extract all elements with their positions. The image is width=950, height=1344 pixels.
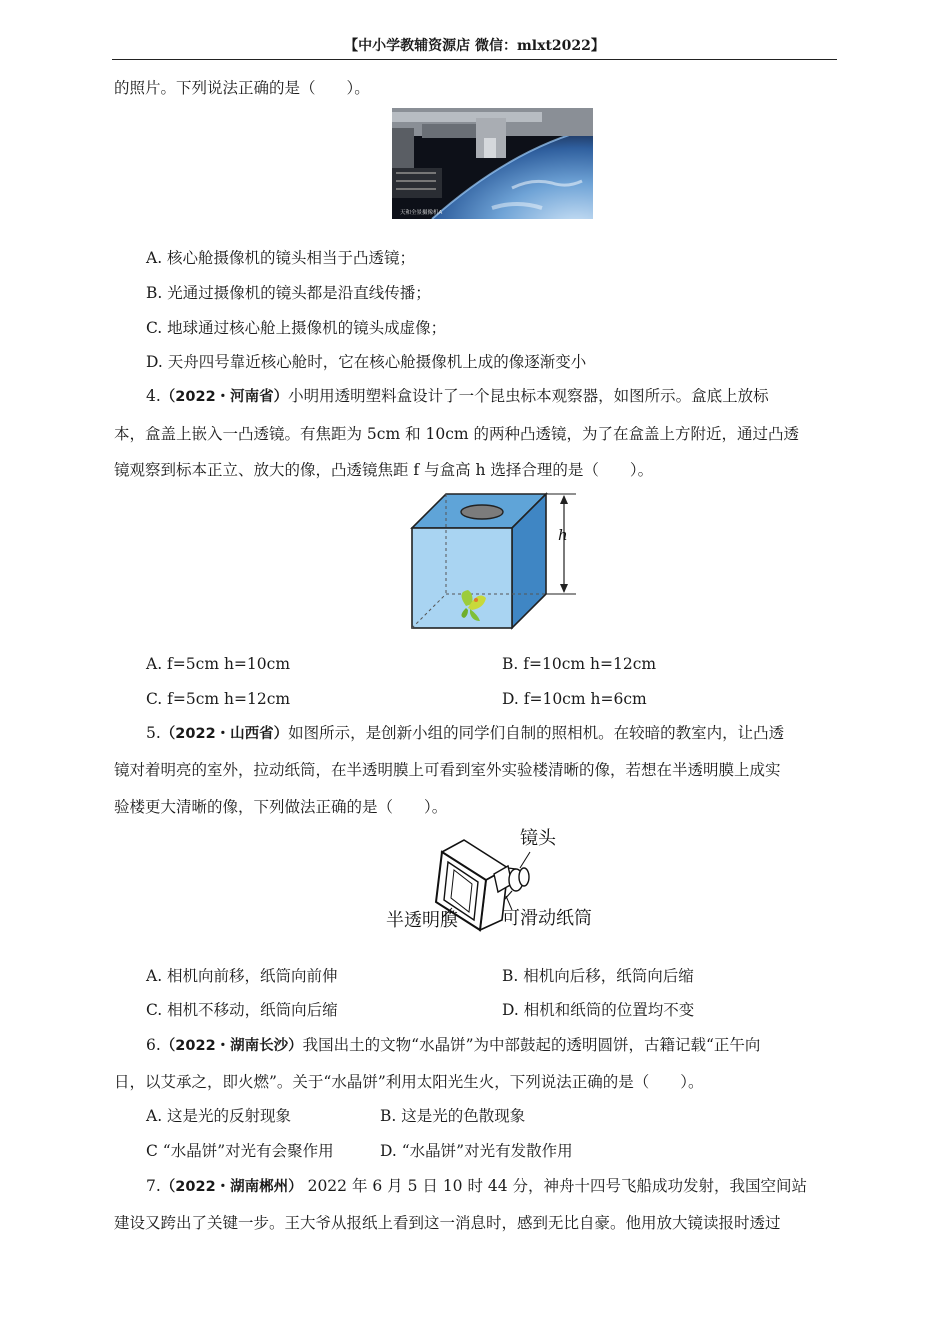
q7-stem-1: 2022 年 6 月 5 日 10 时 44 分，神舟十四号飞船成功发射，我国空间站 xyxy=(302,1177,808,1195)
q5-option-a: A. 相机向前移，纸筒向前伸 xyxy=(146,967,338,985)
q4-option-b: B. f=10cm h=12cm xyxy=(502,655,657,673)
q6-option-c: C “水晶饼”对光有会聚作用 xyxy=(146,1142,334,1160)
q5-option-b: B. 相机向后移，纸筒向后缩 xyxy=(502,967,694,985)
q5-line-2: 镜对着明亮的室外，拉动纸筒，在半透明膜上可看到室外实验楼清晰的像，若想在半透明膜上成实 xyxy=(114,761,781,779)
q4-option-c: C. f=5cm h=12cm xyxy=(146,690,291,708)
q6-option-a: A. 这是光的反射现象 xyxy=(146,1107,292,1125)
q7-number: 7. xyxy=(146,1177,161,1195)
q7-line-1 xyxy=(146,1176,836,1197)
q5-line-1 xyxy=(146,723,836,744)
space-station-photo xyxy=(392,108,593,219)
q5-option-c: C. 相机不移动，纸筒向后缩 xyxy=(146,1001,338,1019)
photo-caption: 天和全景摄像机A xyxy=(400,210,443,216)
tube-label: 可滑动纸筒 xyxy=(502,908,592,929)
q3-option-b: B. 光通过摄像机的镜头都是沿直线传播； xyxy=(146,284,431,302)
q4-line-1 xyxy=(146,386,836,407)
q3-option-d: D. 天舟四号靠近核心舱时，它在核心舱摄像机上成的像逐渐变小 xyxy=(146,353,587,371)
page-header: 【中小学教辅资源店 微信：mlxt2022】 xyxy=(112,36,837,60)
q5-stem-1: 如图所示，是创新小组的同学们自制的照相机。在较暗的教室内，让凸透 xyxy=(288,724,785,742)
insect-viewer-box-figure xyxy=(408,490,583,632)
q4-option-d: D. f=10cm h=6cm xyxy=(502,690,647,708)
q4-source-tag: （2022・河南省） xyxy=(160,389,289,405)
height-label: h xyxy=(558,526,568,544)
q5-option-d: D. 相机和纸筒的位置均不变 xyxy=(502,1001,695,1019)
q4-option-a: A. f=5cm h=10cm xyxy=(146,655,291,673)
q6-line-2: 日，以艾承之，即火燃”。关于“水晶饼”利用太阳光生火，下列说法正确的是（ ）。 xyxy=(114,1073,704,1091)
pinhole-camera-figure xyxy=(384,822,604,936)
film-label: 半透明膜 xyxy=(386,910,458,931)
q6-stem-1: 我国出土的文物“水晶饼”为中部鼓起的透明圆饼，古籍记载“正午向 xyxy=(302,1036,761,1054)
q4-line-3: 镜观察到标本正立、放大的像，凸透镜焦距 f 与盒高 h 选择合理的是（ ）。 xyxy=(114,461,654,479)
q5-line-3: 验楼更大清晰的像，下列做法正确的是（ ）。 xyxy=(114,798,448,816)
q4-number: 4. xyxy=(146,387,161,405)
q7-line-2: 建设又跨出了关键一步。王大爷从报纸上看到这一消息时，感到无比自豪。他用放大镜读报时透过 xyxy=(114,1214,781,1232)
q3-option-a: A. 核心舱摄像机的镜头相当于凸透镜； xyxy=(146,249,416,267)
q3-tail: 的照片。下列说法正确的是（ ）。 xyxy=(114,79,370,97)
q3-option-c: C. 地球通过核心舱上摄像机的镜头成虚像； xyxy=(146,319,447,337)
lens-label: 镜头 xyxy=(520,828,556,849)
q6-option-d: D. “水晶饼”对光有发散作用 xyxy=(380,1142,573,1160)
q6-number: 6. xyxy=(146,1036,161,1054)
q5-source-tag: （2022・山西省） xyxy=(160,726,289,742)
q4-line-2: 本，盒盖上嵌入一凸透镜。有焦距为 5cm 和 10cm 的两种凸透镜，为了在盒盖上方附近，通过凸透 xyxy=(114,425,800,443)
q4-stem-1: 小明用透明塑料盒设计了一个昆虫标本观察器，如图所示。盒底上放标 xyxy=(288,387,769,405)
q6-source-tag: （2022・湖南长沙） xyxy=(160,1038,303,1054)
q7-source-tag: （2022・湖南郴州） xyxy=(160,1179,303,1195)
q6-line-1 xyxy=(146,1035,836,1056)
q6-option-b: B. 这是光的色散现象 xyxy=(380,1107,526,1125)
q5-number: 5. xyxy=(146,724,161,742)
